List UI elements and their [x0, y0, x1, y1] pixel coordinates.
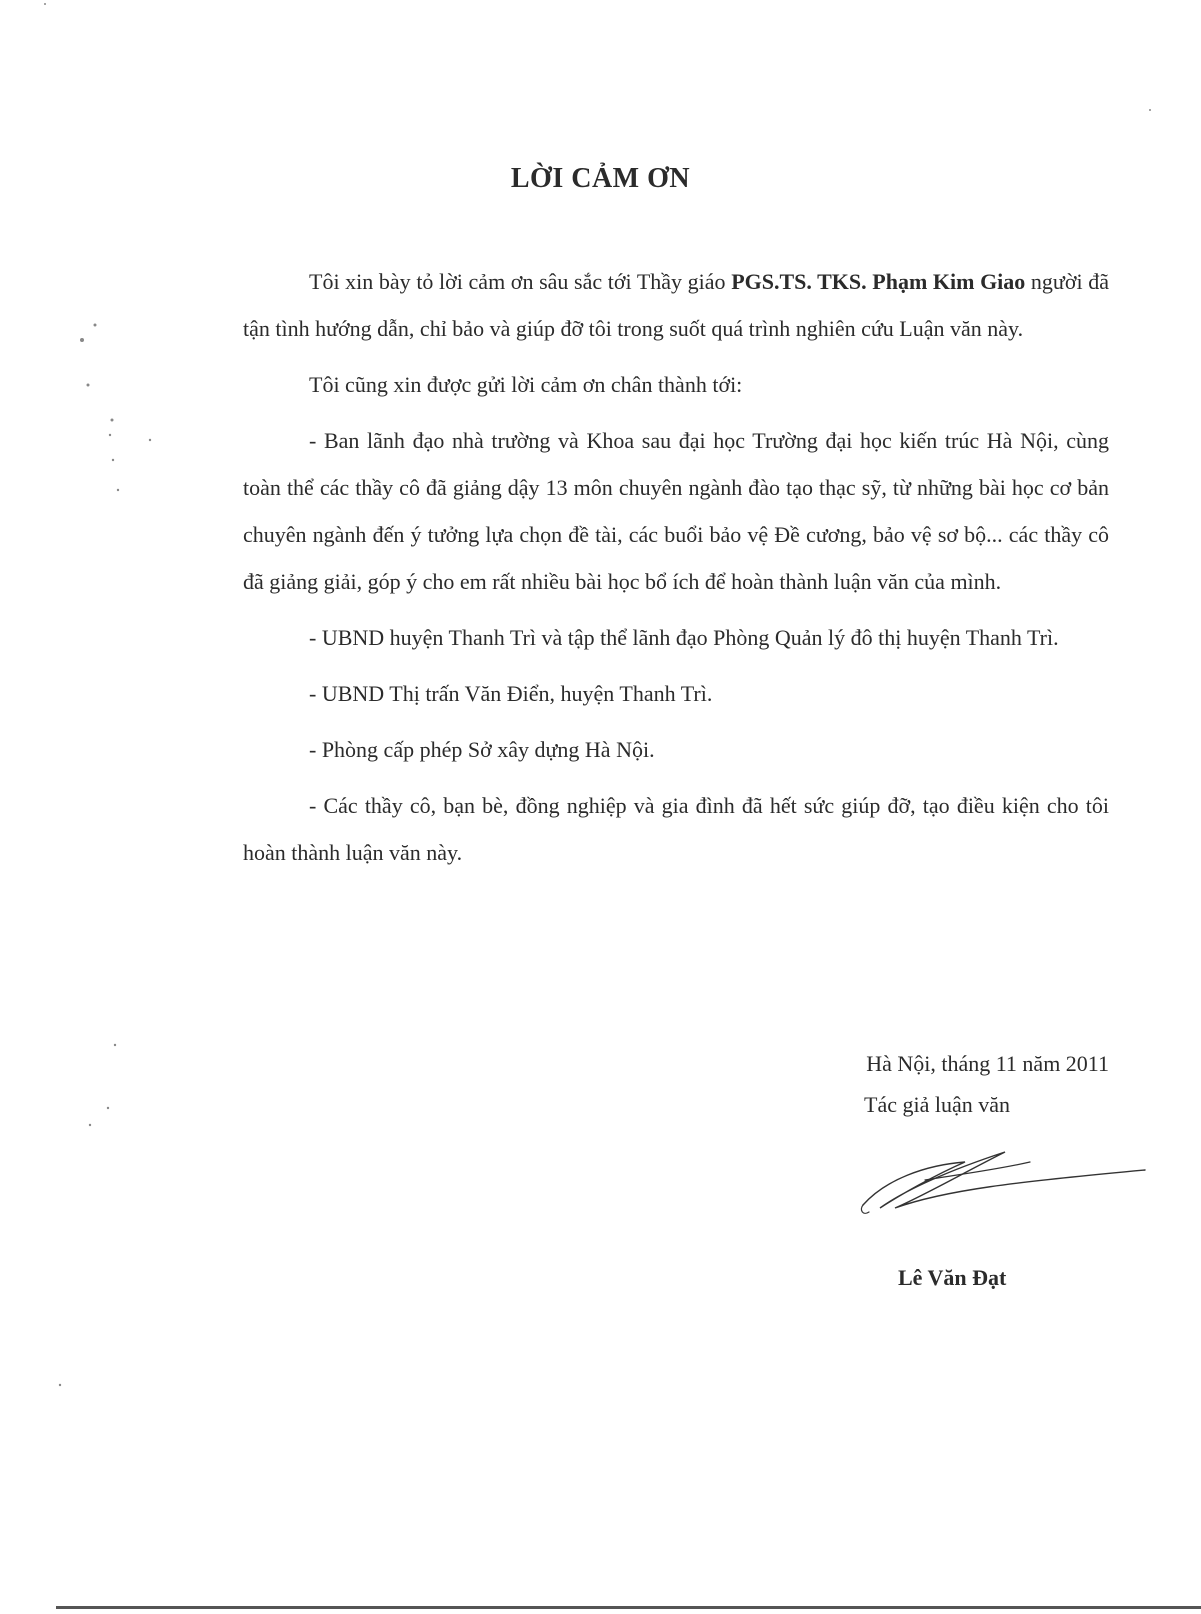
author-name: Lê Văn Đạt [898, 1265, 1007, 1290]
handwritten-signature [855, 1150, 1155, 1220]
document-body [243, 258, 1109, 885]
place-date: Hà Nội, tháng 11 năm 2011 [866, 1051, 1109, 1076]
paragraph-thanks-district: - UBND huyện Thanh Trì và tập thể lãnh đạo Phòng Quản lý đô thị huyện Thanh Trì. [309, 625, 1059, 650]
paragraph-thanks-advisor-pre: Tôi xin bày tỏ lời cảm ơn sâu sắc tới Thầy giáo [309, 269, 732, 294]
paragraph-thanks-university: - Ban lãnh đạo nhà trường và Khoa sau đại học Trường đại học kiến trúc Hà Nội, cùng toàn thể các thầy cô đã giảng dậy 13 môn chuyên ngành đào tạo thạc sỹ, từ những bài học cơ bản chuyên ngành đến ý tưởng lựa chọn đề tài, các buổi bảo vệ Đề cương, bảo vệ sơ bộ... các thầy cô đã giảng giải, góp ý cho em rất nhiều bài học bổ ích để hoàn thành luận văn của mình. [243, 428, 1109, 594]
paragraph-thanks-intro: Tôi cũng xin được gửi lời cảm ơn chân thành tới: [309, 372, 743, 397]
page-bottom-edge [56, 1606, 1201, 1609]
advisor-name: PGS.TS. TKS. Phạm Kim Giao [731, 269, 1026, 294]
paragraph-thanks-town: - UBND Thị trấn Văn Điển, huyện Thanh Trì. [309, 681, 713, 706]
author-role: Tác giả luận văn [864, 1092, 1010, 1117]
paragraph-thanks-advisor [243, 258, 1109, 352]
document-title: LỜI CẢM ƠN [510, 163, 691, 194]
paragraph-thanks-advisor-post: người đã tận tình hướng dẫn, chỉ bảo và giúp đỡ tôi trong suốt quá trình nghiên cứu Luận văn này. [243, 269, 1109, 341]
paragraph-thanks-permit-office: - Phòng cấp phép Sở xây dựng Hà Nội. [309, 737, 655, 762]
signature-block [749, 1042, 1109, 1086]
paragraph-thanks-family: - Các thầy cô, bạn bè, đồng nghiệp và gia đình đã hết sức giúp đỡ, tạo điều kiện cho tôi hoàn thành luận văn này. [243, 793, 1109, 865]
